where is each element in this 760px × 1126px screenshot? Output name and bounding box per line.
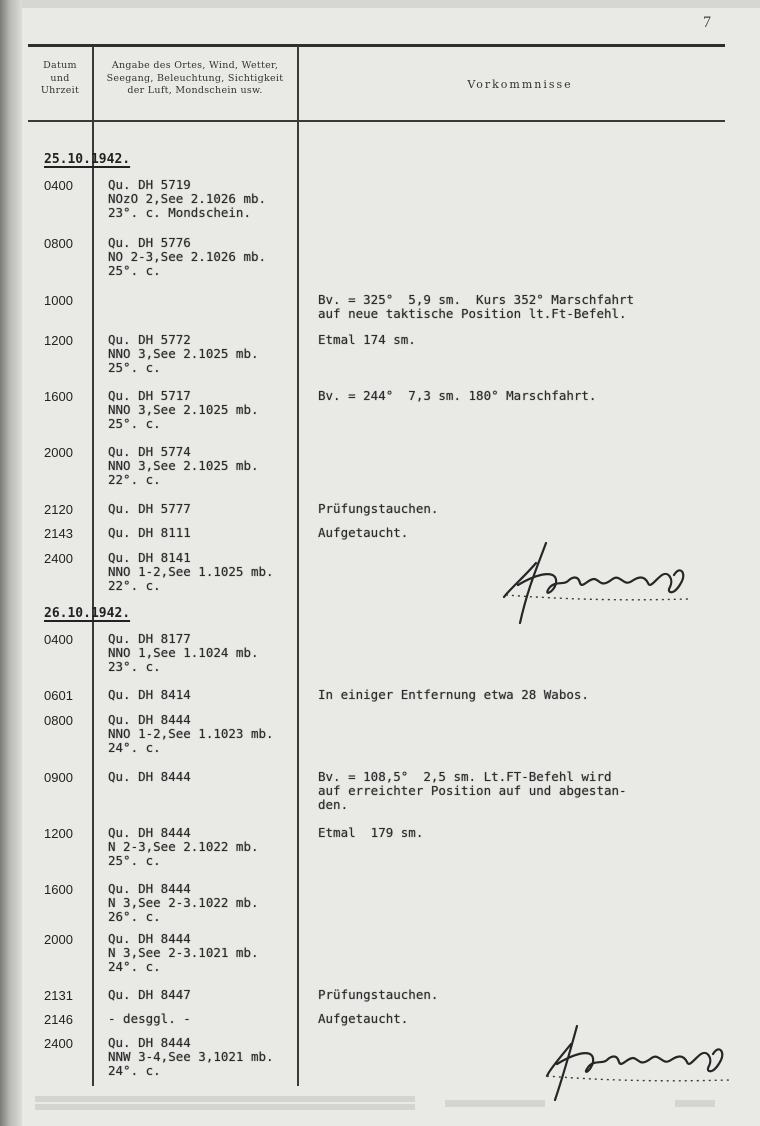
entry-time: 1600 <box>44 882 73 897</box>
entry-time: 1200 <box>44 333 73 348</box>
entry-place-weather: Qu. DH 8444 NNW 3-4,See 3,1021 mb. 24°. c. <box>108 1035 274 1078</box>
entry-place-weather: Qu. DH 8141 NNO 1-2,See 1.1025 mb. 22°. c. <box>108 550 274 593</box>
entry-time: 2143 <box>44 526 73 541</box>
entry-time: 2400 <box>44 551 73 566</box>
entry-time: 2000 <box>44 445 73 460</box>
entry-event: In einiger Entfernung etwa 28 Wabos. <box>318 687 589 702</box>
commander-signature <box>545 1020 735 1105</box>
entry-event: Bv. = 244° 7,3 sm. 180° Marschfahrt. <box>318 388 597 403</box>
entry-place-weather: Qu. DH 5777 <box>108 501 191 516</box>
entry-time: 1600 <box>44 389 73 404</box>
entry-event: Prüfungstauchen. <box>318 501 439 516</box>
header-place-line: Seegang, Beleuchtung, Sichtigkeit <box>106 72 284 84</box>
entry-time: 2131 <box>44 988 73 1003</box>
entry-time: 0900 <box>44 770 73 785</box>
header-date-line: und <box>50 72 70 84</box>
entry-place-weather: Qu. DH 8444 N 3,See 2-3.1021 mb. 24°. c. <box>108 931 259 974</box>
entry-time: 1200 <box>44 826 73 841</box>
entry-place-weather: Qu. DH 8444 N 2-3,See 2.1022 mb. 25°. c. <box>108 825 259 868</box>
entry-time: 0800 <box>44 236 73 251</box>
entry-place-weather: Qu. DH 8444 <box>108 769 191 784</box>
entry-event: Etmal 174 sm. <box>318 332 416 347</box>
commander-signature <box>498 535 698 630</box>
entry-time: 1000 <box>44 293 73 308</box>
entry-event: Bv. = 108,5° 2,5 sm. Lt.FT-Befehl wird auf erreichter Position auf und abgestan- den. <box>318 769 627 812</box>
date-heading: 25.10.1942. <box>44 152 131 167</box>
header-place-line: der Luft, Mondschein usw. <box>127 85 263 96</box>
entry-time: 2120 <box>44 502 73 517</box>
entry-place-weather: Qu. DH 5772 NNO 3,See 2.1025 mb. 25°. c. <box>108 332 259 375</box>
header-place-line: Angabe des Ortes, Wind, Wetter, <box>111 60 279 71</box>
entry-time: 0400 <box>44 632 73 647</box>
entry-event: Etmal 179 sm. <box>318 825 424 840</box>
entry-place-weather: Qu. DH 5719 NOzO 2,See 2.1026 mb. 23°. c. Mondschein. <box>108 177 267 220</box>
entry-place-weather: Qu. DH 8414 <box>108 687 191 702</box>
entry-event: Aufgetaucht. <box>318 1011 409 1026</box>
entry-event: Aufgetaucht. <box>318 525 409 540</box>
entry-time: 0400 <box>44 178 73 193</box>
entry-time: 0601 <box>44 688 73 703</box>
entry-place-weather: Qu. DH 8111 <box>108 525 191 540</box>
entry-event: Bv. = 325° 5,9 sm. Kurs 352° Marschfahrt auf neue taktische Position lt.Ft-Befehl. <box>318 292 635 321</box>
entry-place-weather: Qu. DH 8177 NNO 1,See 1.1024 mb. 23°. c. <box>108 631 259 674</box>
entry-time: 2146 <box>44 1012 73 1027</box>
entry-event: Prüfungstauchen. <box>318 987 439 1002</box>
header-date-line: Uhrzeit <box>40 85 80 96</box>
entry-time: 2000 <box>44 932 73 947</box>
entry-place-weather: Qu. DH 5776 NO 2-3,See 2.1026 mb. 25°. c. <box>108 235 267 278</box>
entry-time: 0800 <box>44 713 73 728</box>
entry-place-weather: - desggl. - <box>108 1011 191 1026</box>
entry-time: 2400 <box>44 1036 73 1051</box>
header-date-line: Datum <box>43 60 77 71</box>
entry-place-weather: Qu. DH 8444 NNO 1-2,See 1.1023 mb. 24°. c. <box>108 712 274 755</box>
entry-place-weather: Qu. DH 5717 NNO 3,See 2.1025 mb. 25°. c. <box>108 388 259 431</box>
header-events-column: Vorkommnisse <box>467 78 573 91</box>
page-mark: 7 <box>703 14 711 31</box>
entry-place-weather: Qu. DH 8444 N 3,See 2-3.1022 mb. 26°. c. <box>108 881 259 924</box>
entry-place-weather: Qu. DH 5774 NNO 3,See 2.1025 mb. 22°. c. <box>108 444 259 487</box>
date-heading: 26.10.1942. <box>44 606 131 621</box>
entry-place-weather: Qu. DH 8447 <box>108 987 191 1002</box>
